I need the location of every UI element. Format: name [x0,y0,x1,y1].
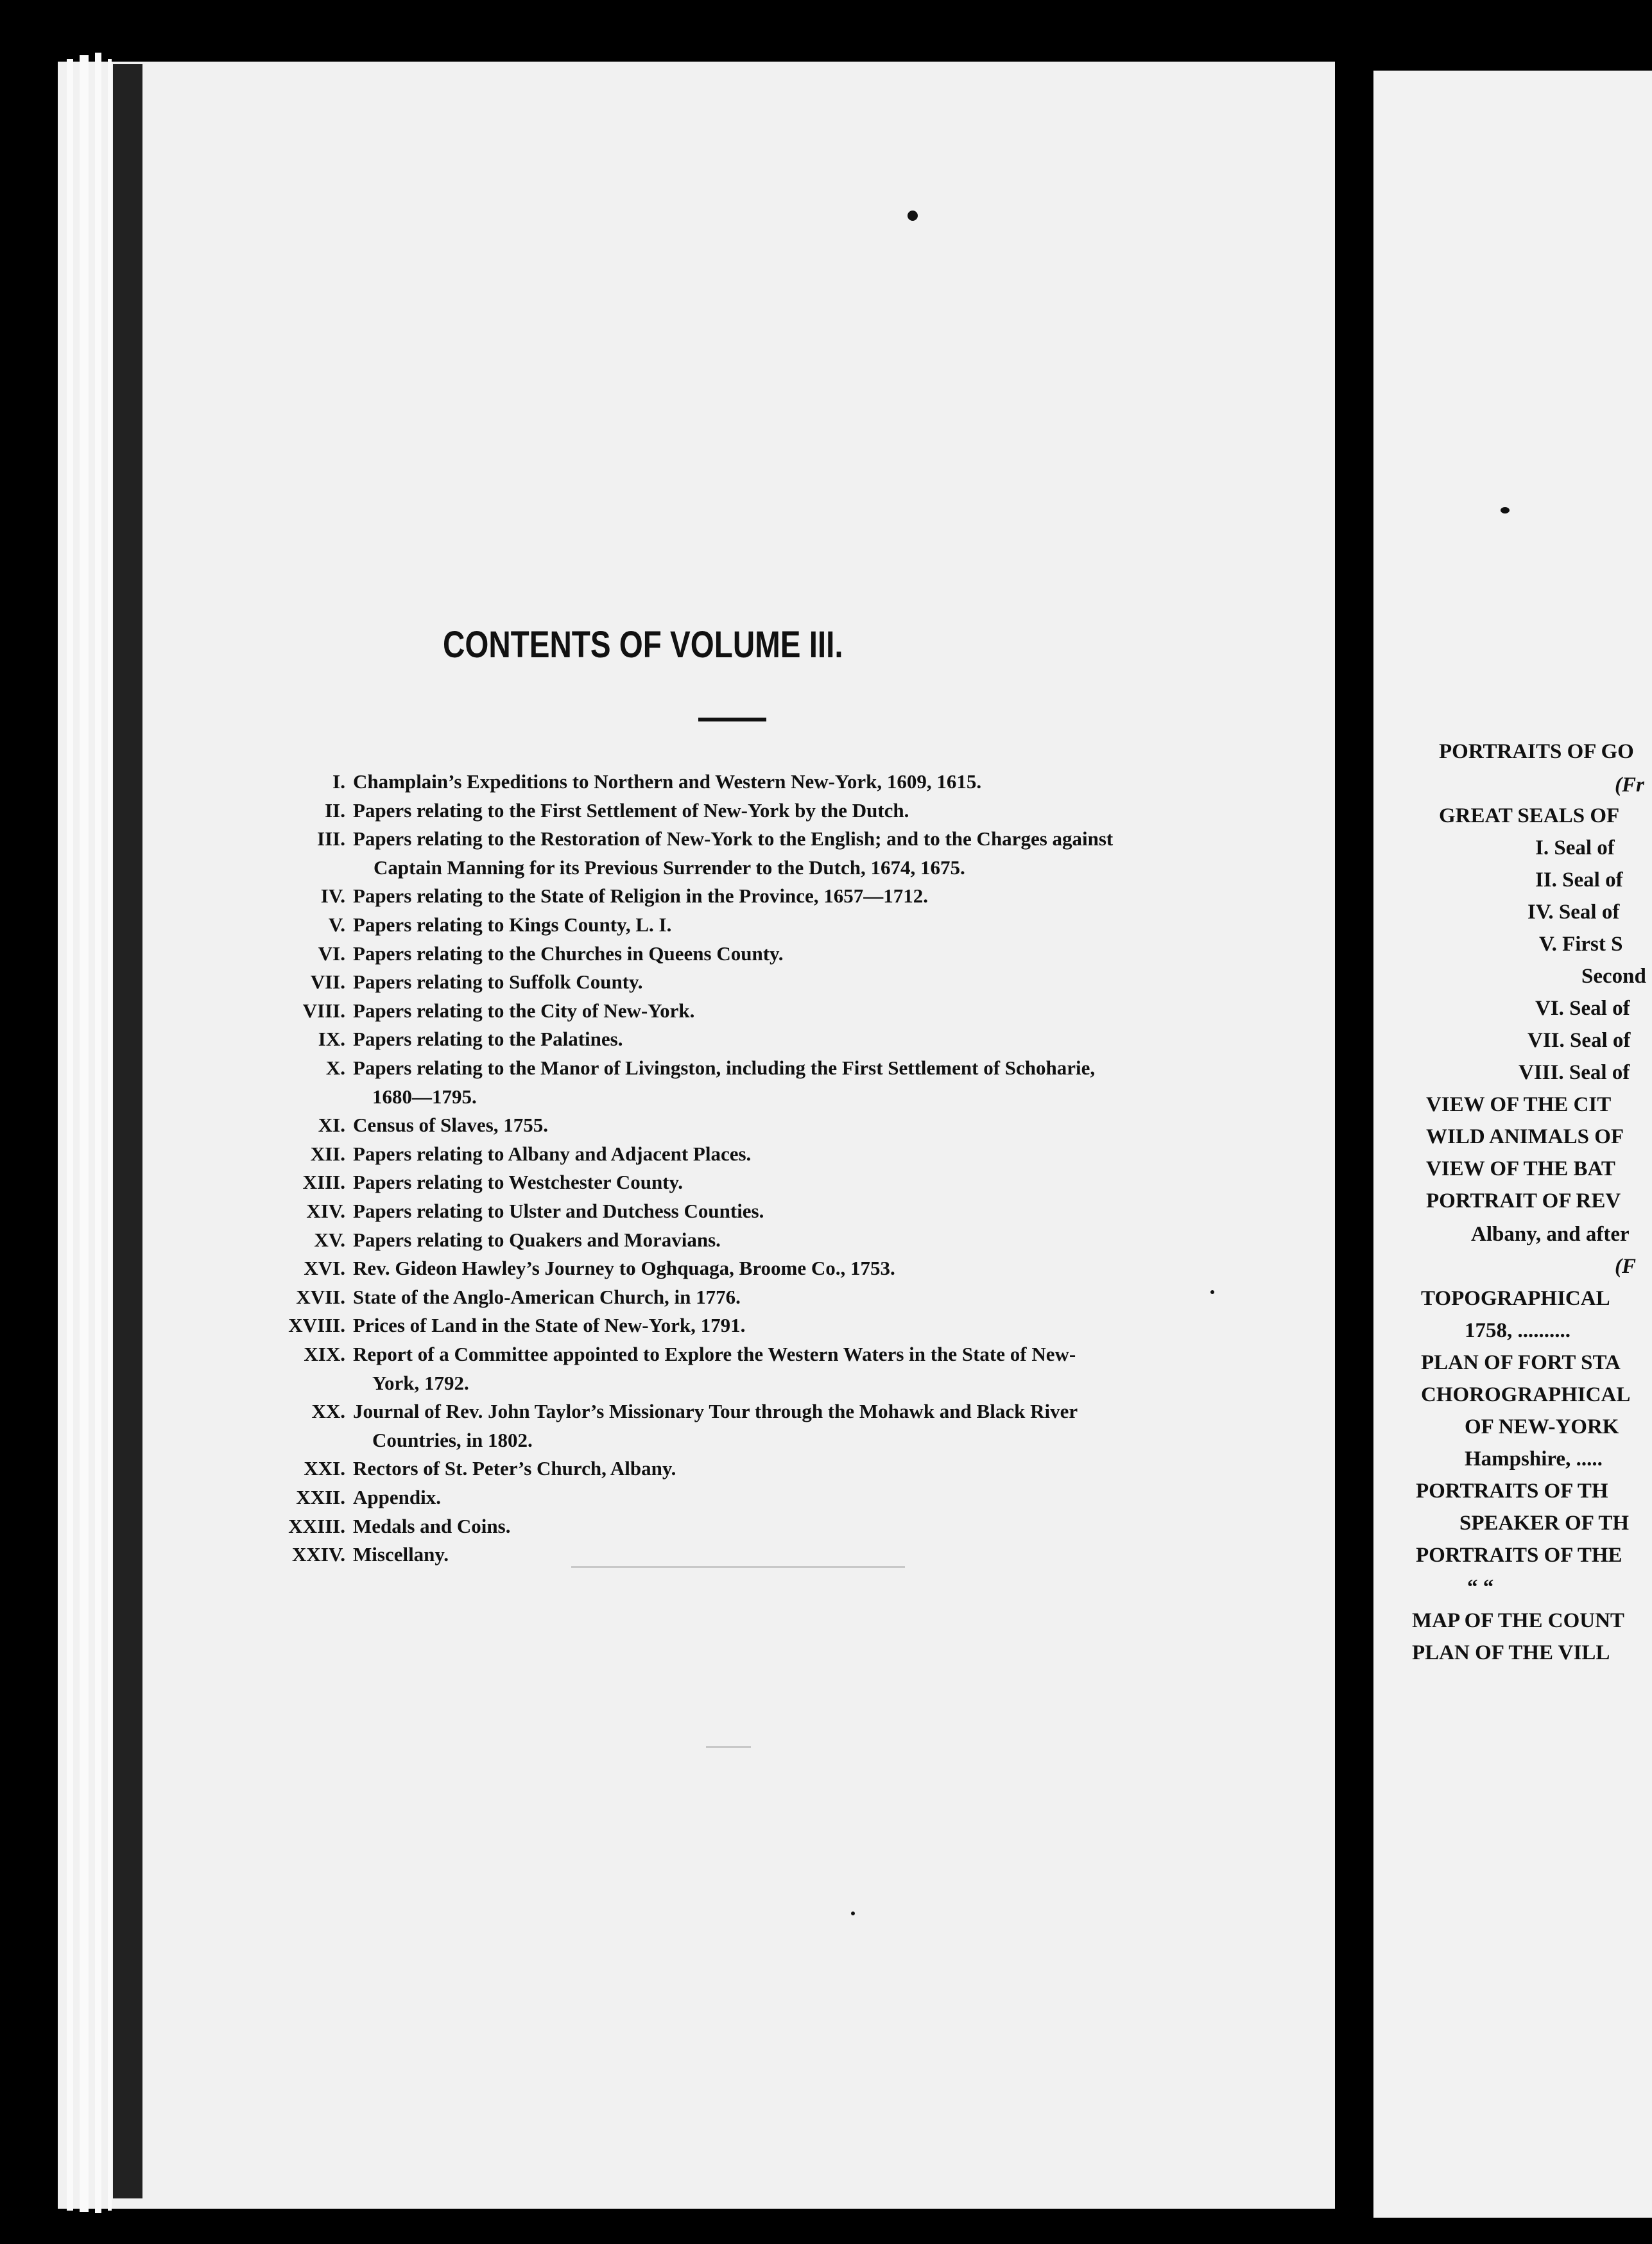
right-page-line: PLAN OF THE VILL [1412,1641,1610,1664]
contents-item-number: II. [325,798,345,822]
right-page-line: I. Seal of [1535,836,1615,859]
contents-item [270,1541,1271,1569]
book-spine [113,64,142,2198]
contents-item-text: Miscellany. [353,1543,449,1566]
contents-item [270,825,1271,853]
contents-item-text: Papers relating to Quakers and Moravians. [353,1228,721,1251]
right-page-line: VIII. Seal of [1519,1061,1630,1084]
page-edge [108,59,112,2211]
contents-item [270,1283,1271,1311]
contents-item-number: XV. [314,1228,345,1251]
right-page-line: MAP OF THE COUNT [1412,1609,1624,1632]
right-page-line: CHOROGRAPHICAL [1421,1383,1631,1406]
right-page-line: (F [1615,1255,1636,1278]
title-rule [698,718,766,721]
contents-item [270,1254,1271,1282]
contents-item-text: Appendix. [353,1486,441,1508]
contents-item-number: IX. [318,1028,345,1051]
right-page-line: WILD ANIMALS OF [1426,1125,1624,1148]
right-page-line: Second [1581,965,1646,988]
right-page-line: GREAT SEALS OF [1439,804,1620,827]
contents-item-text: Papers relating to Suffolk County. [353,971,643,994]
contents-item-number: XVI. [304,1257,345,1280]
contents-item-number: XXIV. [292,1543,345,1566]
right-page-line: 1758, .......... [1465,1319,1570,1342]
right-page-line: IV. Seal of [1527,901,1620,924]
contents-item-text: Papers relating to Ulster and Dutchess Counties. [353,1200,764,1222]
contents-item-number: XXII. [296,1486,345,1508]
contents-item-number: XIX. [304,1343,345,1365]
contents-item [270,1454,1271,1483]
contents-item-text: Papers relating to the Manor of Livingston, including the First Settlement of Schoharie, [353,1057,1096,1079]
right-page-line: V. First S [1539,933,1623,956]
contents-item-number: VI. [318,942,345,965]
contents-item-text: Papers relating to Albany and Adjacent Places. [353,1142,752,1165]
contents-item [270,1483,1271,1512]
right-page-line: PORTRAITS OF THE [1416,1544,1622,1567]
right-page-line: VI. Seal of [1535,997,1630,1020]
right-page-line: SPEAKER OF TH [1459,1512,1630,1535]
contents-item [270,1054,1271,1082]
contents-item-text: Journal of Rev. John Taylor’s Missionary Tour through the Mohawk and Black River [353,1400,1078,1423]
contents-item-text: Champlain’s Expeditions to Northern and Western New-York, 1609, 1615. [353,770,982,793]
right-page-line: VIEW OF THE BAT [1426,1157,1615,1180]
contents-item-continuation: Captain Manning for its Previous Surrender to the Dutch, 1674, 1675. [374,856,965,879]
contents-item-text: Rev. Gideon Hawley’s Journey to Oghquaga, Broome Co., 1753. [353,1257,895,1280]
right-page-line: VIEW OF THE CIT [1426,1093,1612,1116]
contents-item-number: III. [317,827,345,850]
contents-item [270,768,1271,796]
contents-item-number: XXIII. [288,1514,345,1537]
contents-item-text: Report of a Committee appointed to Explore the Western Waters in the State of New- [353,1343,1076,1365]
contents-item [270,1340,1271,1368]
contents-item-text: Census of Slaves, 1755. [353,1114,549,1137]
contents-item-text: Medals and Coins. [353,1514,511,1537]
contents-item-text: Papers relating to the Restoration of New-York to the English; and to the Charges against [353,827,1114,850]
contents-item-number: XII. [310,1142,345,1165]
right-page-line: OF NEW-YORK [1465,1415,1619,1438]
right-page-line: Hampshire, ..... [1465,1447,1603,1471]
contents-item-continuation: Countries, in 1802. [372,1428,533,1451]
contents-item [270,1140,1271,1168]
contents-item [270,940,1271,968]
ink-spot [851,1912,855,1915]
contents-item-text: Papers relating to the State of Religion in the Province, 1657—1712. [353,885,929,908]
contents-item-text: Papers relating to the Churches in Queens County. [353,942,784,965]
right-page-line: PORTRAIT OF REV [1426,1189,1621,1213]
right-page-line: “ “ [1467,1576,1494,1599]
right-page-line: PORTRAITS OF TH [1416,1480,1608,1503]
contents-item-text: Rectors of St. Peter’s Church, Albany. [353,1457,676,1480]
right-page-line: II. Seal of [1535,868,1623,892]
right-page-line: Albany, and after [1471,1223,1630,1246]
contents-item-continuation: 1680—1795. [372,1085,477,1108]
right-page-line: PORTRAITS OF GO [1439,740,1634,763]
contents-item-text: Papers relating to the Palatines. [353,1028,623,1051]
right-page-line: PLAN OF FORT STA [1421,1351,1621,1374]
contents-item [270,968,1271,996]
contents-item [270,911,1271,939]
contents-item-number: IV. [320,885,345,908]
contents-item-continuation: York, 1792. [372,1371,469,1394]
page-edge [80,55,89,2212]
contents-item [270,797,1271,825]
right-page-line: (Fr [1615,773,1644,797]
page-edge [95,53,101,2213]
contents-item-number: X. [325,1057,345,1079]
contents-item-number: XIII. [302,1171,345,1194]
page-title: CONTENTS OF VOLUME III. [443,624,843,666]
contents-item-number: XVII. [296,1285,345,1308]
page-edge [67,59,73,2211]
contents-item-text: Prices of Land in the State of New-York, 1791. [353,1314,746,1337]
contents-item [270,882,1271,910]
contents-item [270,997,1271,1025]
contents-item [270,1168,1271,1196]
ink-spot [1501,507,1510,514]
bleed-through-rule [706,1746,751,1748]
contents-item [270,1311,1271,1340]
contents-item-number: V. [328,913,345,936]
contents-item-text: Papers relating to the First Settlement of New-York by the Dutch. [353,798,909,822]
contents-item [270,1226,1271,1254]
contents-item-number: XI. [318,1114,345,1137]
contents-item-number: VII. [310,971,345,994]
contents-item-number: XIV. [306,1200,345,1222]
contents-item-text: Papers relating to the City of New-York. [353,999,695,1022]
contents-item-text: State of the Anglo-American Church, in 1776. [353,1285,741,1308]
ink-spot [1210,1290,1214,1294]
contents-item [270,1197,1271,1225]
contents-item-number: XVIII. [288,1314,345,1337]
contents-item-number: I. [332,770,345,793]
contents-item-text: Papers relating to Kings County, L. I. [353,913,672,936]
contents-item [270,1397,1271,1426]
contents-item [270,1025,1271,1053]
contents-item-text: Papers relating to Westchester County. [353,1171,684,1194]
contents-item [270,1512,1271,1541]
right-page-line: VII. Seal of [1527,1029,1631,1052]
contents-item-number: VIII. [302,999,345,1022]
contents-item-number: XX. [311,1400,345,1423]
ink-spot [908,211,918,221]
contents-item [270,1111,1271,1139]
contents-item-number: XXI. [304,1457,345,1480]
right-page-line: TOPOGRAPHICAL [1421,1287,1610,1310]
